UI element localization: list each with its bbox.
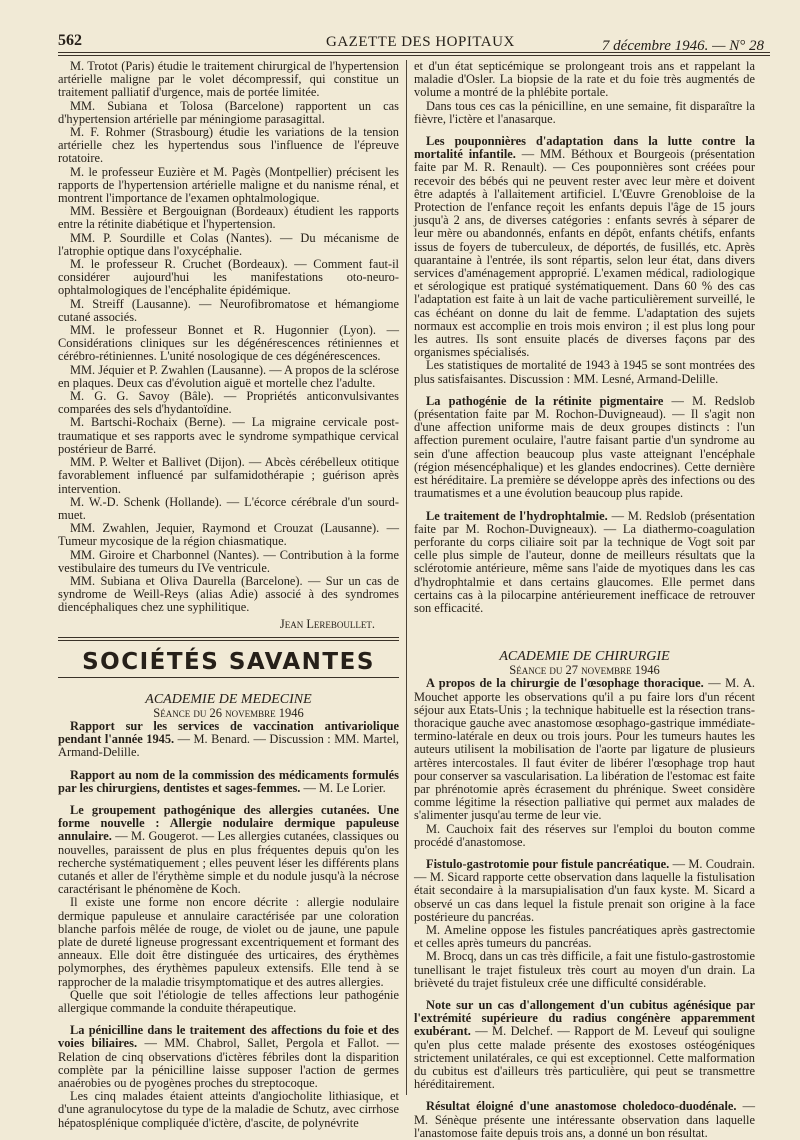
paragraph: M. W.-D. Schenk (Hollande). — L'écorce cérébrale d'un sourd-muet. bbox=[58, 494, 399, 522]
paragraph: M. Brocq, dans un cas très difficile, a fait une fistulo-gastrostomie tunellisant le trajet fistuleux très court au moyen d'un drain. La brièveté du trajet fistuleux crée une difficulté considérable. bbox=[414, 949, 755, 990]
paragraph: M. Trotot (Paris) étudie le traitement chirurgical de l'hypertension artérielle maligne par le volet décompressif, qui constitue un traitement palliatif d'urgence, mais de portée limitée. bbox=[58, 59, 399, 100]
header-rule-secondary bbox=[58, 55, 770, 56]
paragraph: MM. Subiana et Oliva Daurella (Barcelone). — Sur un cas de syndrome de Weill-Reys (alias Adie) associé à des syndromes diencéphaliques chez une syphilitique. bbox=[58, 573, 399, 615]
paragraph: et d'un état septicémique se prolongeant trois ans et rappelant la maladie d'Osler. La biopsie de la rate et du foie très augmentés de volume a montré de la phlébite portale. bbox=[414, 59, 755, 100]
page-number: 562 bbox=[58, 32, 82, 49]
paragraph: M. Ameline oppose les fistules pancréatiques après gastrectomie et celles après tumeurs du pancréas. bbox=[414, 922, 755, 951]
article bbox=[58, 720, 399, 760]
paragraph: M. le professeur Euzière et M. Pagès (Montpellier) précisent les rapports de l'hypertension artérielle maligne et du nanisme rénal, et montrent l'importance de l'examen ophtalmologique. bbox=[58, 164, 399, 206]
paragraph: MM. P. Welter et Ballivet (Dijon). — Abcès cérébelleux otitique favorablement influencé par sulfamidothérapie ; guérison après intervention. bbox=[58, 455, 399, 496]
article-body: — MM. Chabrol, Sallet, Pergola et Fallot. — Relation de cinq observations d'ictères fébriles dont la disparition complète par la pénicilline laisse supposer l'action de germes anaérobies ou de pyogènes proches du streptocoque. bbox=[58, 1036, 399, 1091]
left-column bbox=[58, 60, 399, 1130]
academy-heading: ACADEMIE DE CHIRURGIE bbox=[499, 649, 670, 665]
journal-title: GAZETTE DES HOPITAUX bbox=[326, 34, 515, 50]
article bbox=[414, 1100, 755, 1140]
academy-heading: ACADEMIE DE MEDECINE bbox=[145, 691, 312, 707]
right-column bbox=[414, 60, 755, 1140]
session-date: Séance du 27 novembre 1946 bbox=[509, 663, 660, 678]
paragraph: M. le professeur R. Cruchet (Bordeaux). — Comment faut-il considérer aujourd'hui les manifestations oto-neuro-ophtalmologiques de l'encéphalite épidémique. bbox=[58, 257, 399, 298]
article-title: Résultat éloigné d'une anastomose choledoco-duodénale. bbox=[426, 1099, 737, 1114]
article-body: — M. Sénèque présente une intéressante observation dans laquelle l'anastomose faite depuis trois ans, a donné un bon résultat. bbox=[414, 1099, 755, 1140]
paragraph: MM. Bessière et Bergouignan (Bordeaux) étudient les rapports entre la rétinite diabétique et l'hypertension. bbox=[58, 204, 399, 232]
article bbox=[414, 858, 755, 924]
article-title: Fistulo-gastrotomie pour fistule pancréatique. bbox=[426, 856, 670, 871]
page-header bbox=[58, 28, 768, 54]
author-signature: Jean Lereboullet. bbox=[279, 616, 375, 631]
paragraph: MM. P. Sourdille et Colas (Nantes). — Du mécanisme de l'atrophie optique dans l'oxycéphalie. bbox=[58, 230, 399, 258]
paragraph: MM. le professeur Bonnet et R. Hugonnier (Lyon). — Considérations cliniques sur les dégénérescences rétiniennes et cérébro-rétiniennes. L'unité nosologique de ces dégénérescences. bbox=[58, 323, 399, 364]
article-body: — M. Gougerot. — Les allergies cutanées, classiques ou nouvelles, paraissent de plus en plus fréquentes depuis qu'on les recherche systématiquement ; elles peuvent léser les différents plans cutanés et aller de l'érythème simple et du nodule jusqu'à la nécrose caractérisant le phénomène de Koch. bbox=[58, 829, 399, 897]
article bbox=[414, 135, 755, 359]
article-title: Note sur un cas d'allongement d'un cubitus agénésique par l'extrémité supérieure du radius congénère apparemment exubérant. bbox=[414, 998, 755, 1039]
article-title: Rapport au nom de la commission des médicaments formulés par les chirurgiens, dentistes et sages-femmes. bbox=[58, 767, 399, 795]
section-rule bbox=[58, 637, 399, 638]
paragraph: MM. Giroire et Charbonnel (Nantes). — Contribution à la forme vestibulaire des tumeurs du IVe ventricule. bbox=[58, 547, 399, 575]
paragraph: Quelle que soit l'étiologie de telles affections leur pathogénie allergique commande la conduite thérapeutique. bbox=[58, 987, 399, 1015]
paragraph: Les cinq malades étaient atteints d'angiocholite lithiasique, et d'une agranulocytose du type de la maladie de Schutz, avec cirrhose hépatosplénique compliquée d'ictère, d'ascite, de polynévrite bbox=[58, 1089, 399, 1130]
section-rule-secondary bbox=[58, 640, 399, 641]
paragraph: M. Cauchoix fait des réserves sur l'emploi du bouton comme procédé d'anastomose. bbox=[414, 821, 755, 849]
section-title: SOCIÉTÉS SAVANTES bbox=[82, 648, 375, 675]
article bbox=[58, 769, 399, 795]
session-date: Séance du 26 novembre 1946 bbox=[153, 705, 304, 720]
paragraph: MM. Subiana et Tolosa (Barcelone) rapportent un cas d'hypertension artérielle par méningiome parasagittal. bbox=[58, 98, 399, 126]
article-title: Rapport sur les services de vaccination antivariolique pendant l'année 1945. bbox=[58, 718, 399, 747]
article bbox=[58, 804, 399, 896]
article-title: Les pouponnières d'adaptation dans la lutte contre la mortalité infantile. bbox=[414, 134, 755, 162]
article-title: La pathogénie de la rétinite pigmentaire bbox=[426, 393, 664, 408]
article-body: — M. Coudrain. — M. Sicard rapporte cette observation dans laquelle la fistulisation était secondaire à la marsupialisation d'un faux kyste. M. Sicard a observé un cas dans lequel la fistule prenait son origine à la face postérieure du pancréas. bbox=[414, 856, 756, 924]
article-body: — MM. Béthoux et Bourgeois (présentation faite par M. R. Renault). — Ces pouponnières sont créées pour recevoir des bébés qui ne peuvent rester avec leur mère et doivent être adaptés à l'allaitement artificiel. L'Œuvre Grenobloise de la Protection de l'enfance reçoit les enfants depuis l'âge de 15 jours jusqu'à 2 ans, de diverses catégories : enfants sevrés à séparer de leur mère ou abandonnés, enfants en dépôt, enfants chétifs, enfants issus de foyers de tuberculeux, de déportés, de fusillés, etc. Après quarantaine à l'entrée, ils sont répartis, selon leur état, dans divers services d'aménagement approprié. L'examen médical, radiologique et sérologique est pratiqué systématiquement. Dans 60 % des cas l'adaptation est faite à un lait de vache particulièrement surveillé, le cas échéant on donne du lait de femme. L'adaptation des sujets normaux est accomplie en trois mois environ ; il est plus long pour les autres. Ils sont ensuite placés de diverses façons par des organismes spécialisés. bbox=[414, 147, 755, 360]
paragraph: Dans tous ces cas la pénicilline, en une semaine, fit disparaître la fièvre, l'ictère et l'anasarque. bbox=[414, 98, 755, 126]
paragraph: M. F. Rohmer (Strasbourg) étudie les variations de la tension artérielle chez les hypertendus sous l'influence de l'épreuve rotatoire. bbox=[58, 125, 399, 166]
article bbox=[414, 395, 755, 501]
article-body: — M. A. Mouchet apporte les observations qu'il a pu faire lors d'un récent séjour aux Etats-Unis ; la technique habituelle est la résection trans-thoracique gauche avec anastomose œsophago-gastrique immédiate-termino-latérale en deux ou trois jours. Pour les tumeurs hautes les auteurs utilisent la mobilisation de l'aorte par ligature de plusieurs artères intercostales. Il faut éviter de libérer l'œsophage trop haut pour conserver sa vascularisation. La libération de l'estomac est faite par phrénotomie après écrasement du phrénique. Sweet considère comme légitime la résection palliative qui permet aux malades de s'alimenter jusqu'au terme de leur vie. bbox=[414, 676, 755, 823]
paragraph: Les statistiques de mortalité de 1943 à 1945 se sont montrées des plus satisfaisantes. Discussion : MM. Lesné, Armand-Delille. bbox=[414, 358, 755, 386]
issue-date: 7 décembre 1946. — N° 28 bbox=[601, 38, 764, 54]
article bbox=[58, 1024, 399, 1090]
article-body: — M. Benard. — Discussion : MM. Martel, Armand-Delille. bbox=[58, 732, 400, 760]
section-title-rule bbox=[58, 677, 399, 678]
article-title: Le groupement pathogénique des allergies cutanées. Une forme nouvelle : Allergie nodulaire dermique papuleuse annulaire. bbox=[58, 802, 399, 844]
article-body: — M. Redslob (présentation faite par M. Rochon-Duvigneaux). — La diathermo-coagulation perforante du corps ciliaire soit par la technique de Vogt soit par celle plus simple de l'auteur, donne de meilleurs résultats que la sclérotomie antérieure, même sans l'aide de myotiques dans les cas d'hydrophtalmie et dans certains glaucomes. Elle permet dans certains cas à la pilocarpine antérieurement inefficace de retrouver son efficacité. bbox=[414, 508, 755, 615]
article bbox=[414, 677, 755, 822]
article-body: — M. Le Lorier. bbox=[300, 780, 386, 795]
paragraph: MM. Jéquier et P. Zwahlen (Lausanne). — A propos de la sclérose en plaques. Deux cas d'évolution aiguë et mortelle chez l'adulte. bbox=[58, 362, 399, 390]
article bbox=[414, 510, 755, 616]
paragraph: MM. Zwahlen, Jequier, Raymond et Crouzat (Lausanne). — Tumeur mycosique de la région chiasmatique. bbox=[58, 521, 399, 549]
article-title: La pénicilline dans le traitement des affections du foie et des voies biliaires. bbox=[58, 1023, 399, 1051]
column-divider bbox=[406, 60, 407, 1095]
article-body: — M. Delchef. — Rapport de M. Leveuf qui souligne qu'en plus cette malade présente des exostoses ostéogéniques strictement unilatérales, ce qui est exceptionnel. Cette malformation du cubitus est d'ailleurs très particulière, qui peut se transmettre héréditairement. bbox=[414, 1024, 755, 1092]
paragraph: M. G. G. Savoy (Bâle). — Propriétés anticonvulsivantes comparées des sels d'hydantoïdine. bbox=[58, 389, 399, 417]
article-title: Le traitement de l'hydrophtalmie. bbox=[426, 508, 608, 523]
paragraph: M. Bartschi-Rochaix (Berne). — La migraine cervicale post-traumatique et ses rapports avec le syndrome sympathique cervical postérieur de Barré. bbox=[58, 415, 399, 456]
header-rule bbox=[58, 52, 770, 53]
paragraph: M. Streiff (Lausanne). — Neurofibromatose et hémangiome cutané associés. bbox=[58, 296, 399, 324]
article-title: A propos de la chirurgie de l'œsophage thoracique. bbox=[426, 676, 704, 691]
article-body: — M. Redslob (présentation faite par M. Rochon-Duvigneaud). — Il s'agit non d'une affection uniforme mais de deux groupes distincts : l'un affection purement oculaire, l'autre faisant partie d'un syndrome au sein d'une affection beaucoup plus vaste atteignant l'encéphale (région mésencéphalique) et les glandes endocrines). Cette dernière est héréditaire. La première se développe après des infections ou des traumatismes et a une évolution beaucoup plus rapide. bbox=[414, 393, 755, 501]
paragraph: Il existe une forme non encore décrite : allergie nodulaire dermique papuleuse et annulaire caractérisée par une coloration blanche parfois mêlée de rouge, de violet ou de jaune, une papule plate de dureté ligneuse progressant excentriquement et formant des anneaux. Elle doit être distinguée des urticaires, des érythèmes polymorphes, des érythèmes papuleux extensifs. Elle tend à se rapprocher de la maladie trisymptomatique et des autres allergies. bbox=[58, 895, 399, 989]
article bbox=[414, 999, 755, 1091]
